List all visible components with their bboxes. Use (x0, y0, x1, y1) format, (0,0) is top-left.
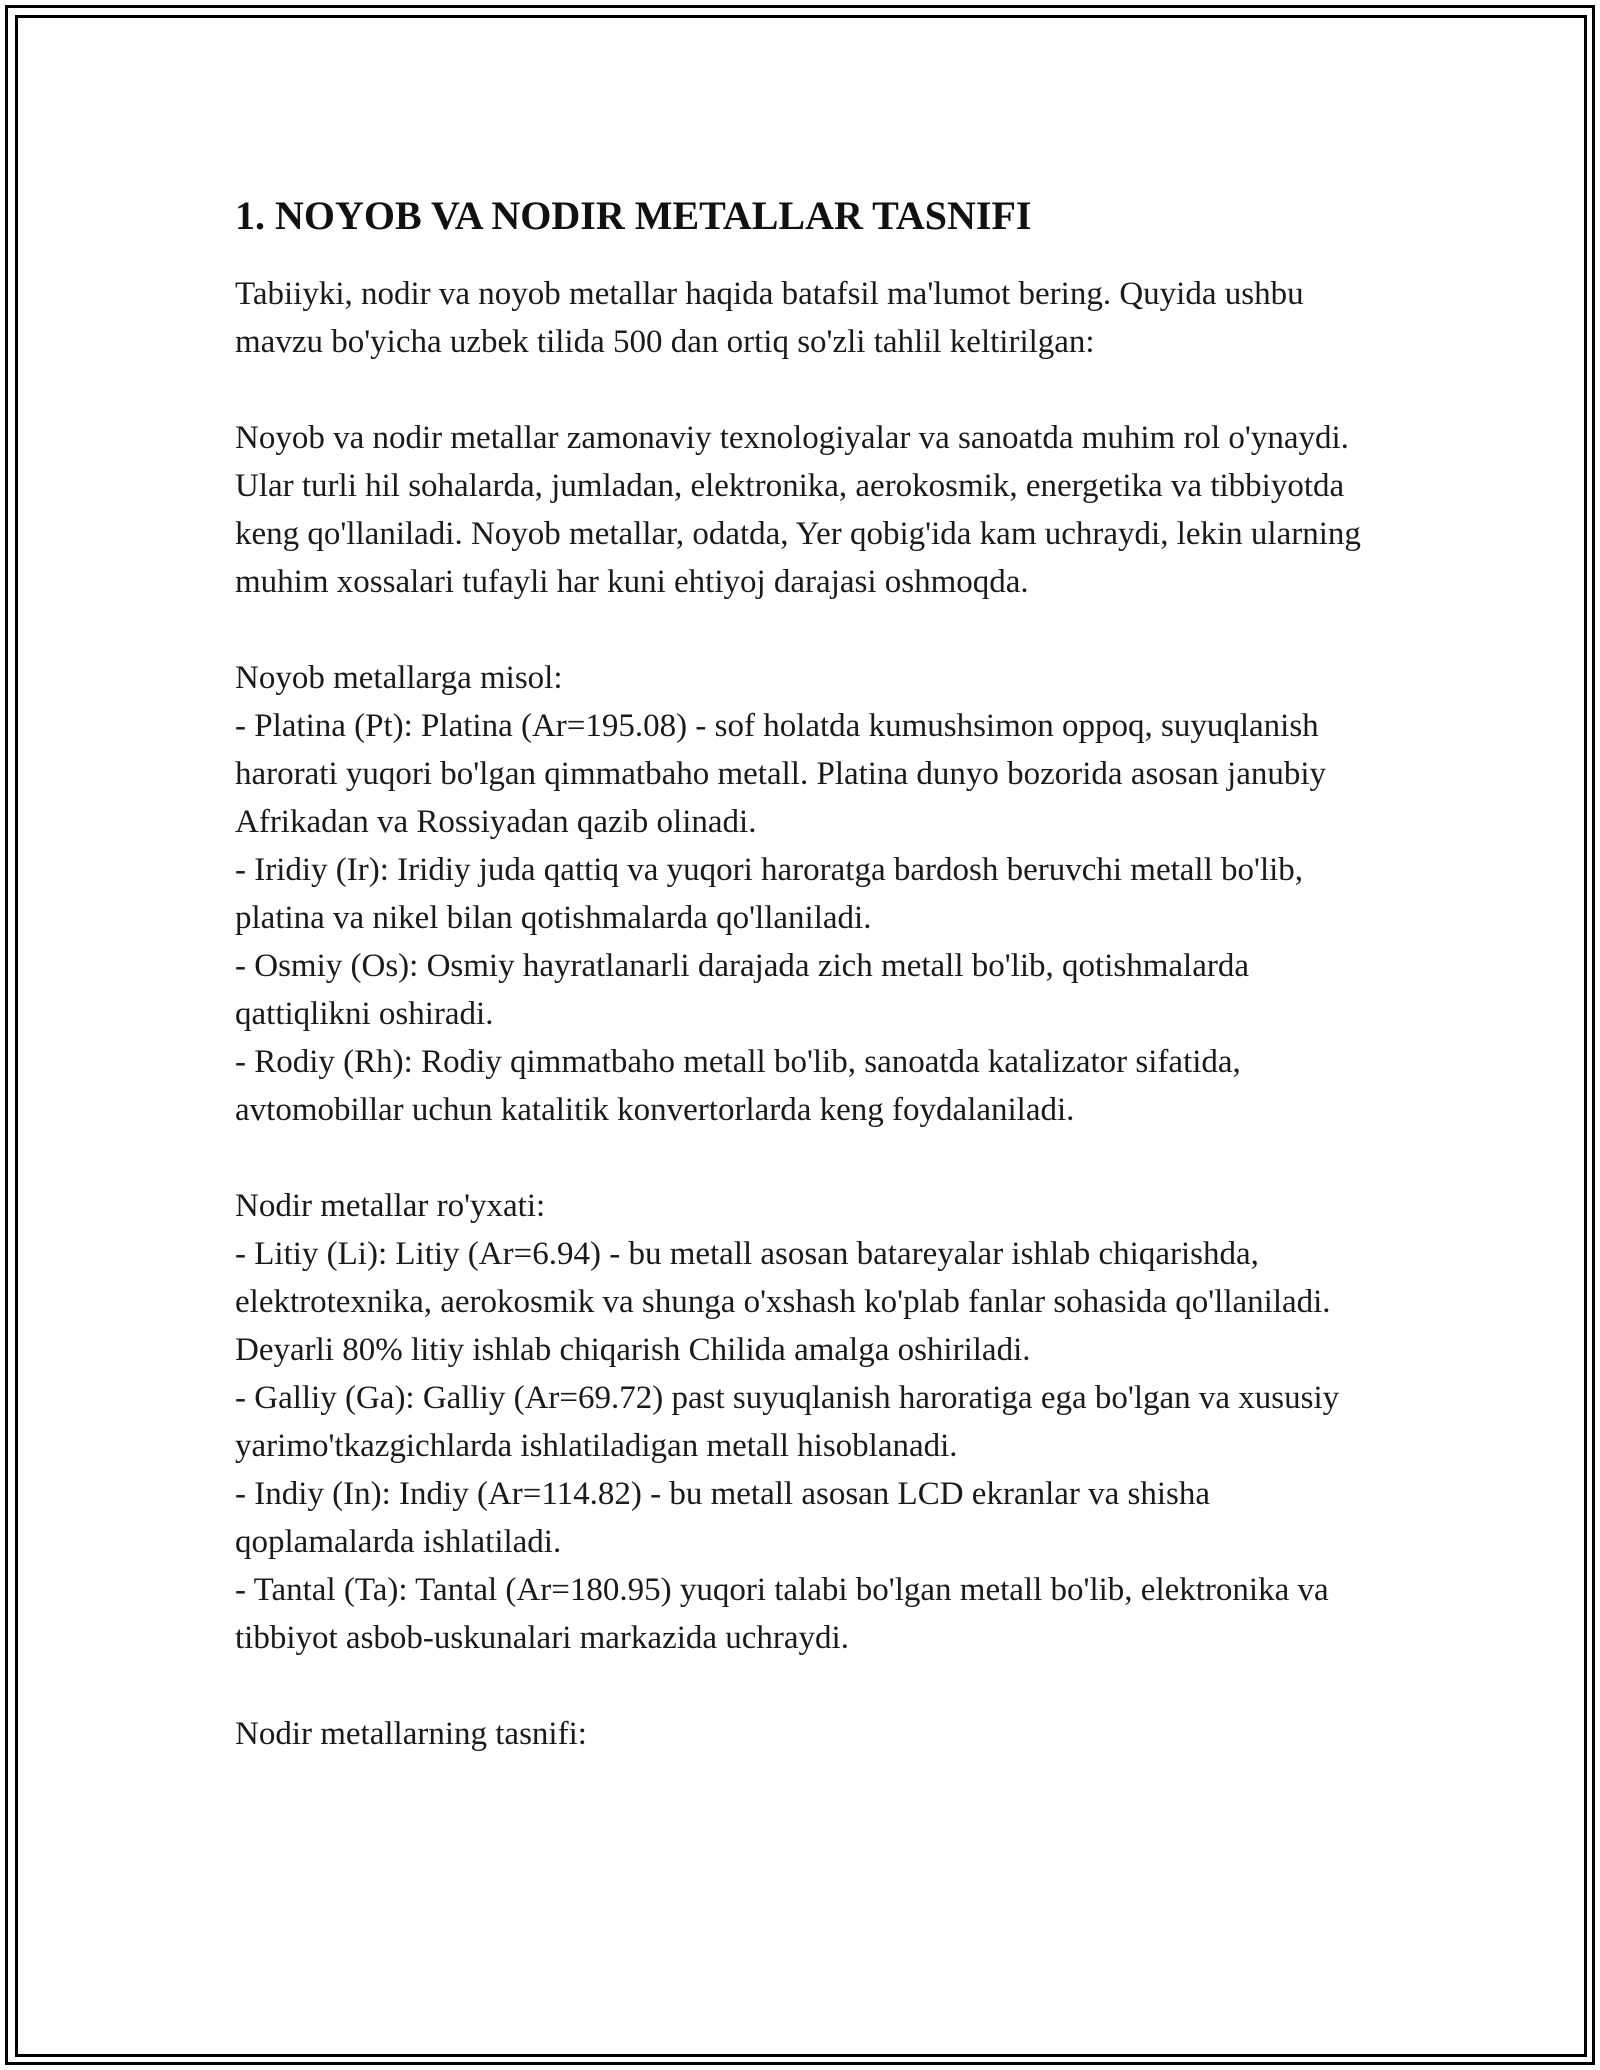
list-item: - Indiy (In): Indiy (Ar=114.82) - bu metall asosan LCD ekranlar va shisha qoplamalarda ishlatiladi. (235, 1476, 1211, 1560)
list-item: - Iridiy (Ir): Iridiy juda qattiq va yuqori haroratga bardosh beruvchi metall bo'lib, platina va nikel bilan qotishmalarda qo'llaniladi. (235, 852, 1304, 936)
intro-paragraph: Tabiiyki, nodir va noyob metallar haqida batafsil ma'lumot bering. Quyida ushbu mavzu bo'yicha uzbek tilida 500 dan ortiq so'zli tahlil keltirilgan: (235, 276, 1304, 360)
list-item: - Osmiy (Os): Osmiy hayratlanarli darajada zich metall bo'lib, qotishmalarda qattiqlikni oshiradi. (235, 948, 1249, 1032)
nodir-metals-section (235, 1182, 1385, 1662)
list-item: - Tantal (Ta): Tantal (Ar=180.95) yuqori talabi bo'lgan metall bo'lib, elektronika va tibbiyot asbob-uskunalari markazida uchraydi. (235, 1572, 1329, 1656)
list-item: - Galliy (Ga): Galliy (Ar=69.72) past suyuqlanish haroratiga ega bo'lgan va xususiy yarimo'tkazgichlarda ishlatiladigan metall hisoblanadi. (235, 1380, 1340, 1464)
document-page (235, 190, 1385, 1806)
document-title: 1. NOYOB VA NODIR METALLAR TASNIFI (235, 193, 1032, 238)
overview-paragraph: Noyob va nodir metallar zamonaviy texnologiyalar va sanoatda muhim rol o'ynaydi. Ular turli hil sohalarda, jumladan, elektronika, aerokosmik, energetika va tibbiyotda keng qo'llaniladi. Noyob metallar, odatda, Yer qobig'ida kam uchraydi, lekin ularning muhim xossalari tufayli har kuni ehtiyoj darajasi oshmoqda. (235, 420, 1361, 600)
list-item: - Rodiy (Rh): Rodiy qimmatbaho metall bo'lib, sanoatda katalizator sifatida, avtomobillar uchun katalitik konvertorlarda keng foydalaniladi. (235, 1044, 1241, 1128)
list-item: - Platina (Pt): Platina (Ar=195.08) - sof holatda kumushsimon oppoq, suyuqlanish harorati yuqori bo'lgan qimmatbaho metall. Platina dunyo bozorida asosan janubiy Afrikadan va Rossiyadan qazib olinadi. (235, 708, 1327, 840)
list-item: - Litiy (Li): Litiy (Ar=6.94) - bu metall asosan batareyalar ishlab chiqarishda, elektrotexnika, aerokosmik va shunga o'xshash ko'plab fanlar sohasida qo'llaniladi. Deyarli 80% litiy ishlab chiqarish Chilida amalga oshiriladi. (235, 1236, 1331, 1368)
closing-heading: Nodir metallarning tasnifi: (235, 1716, 587, 1752)
noyob-metals-section (235, 654, 1385, 1134)
nodir-section-heading: Nodir metallar ro'yxati: (235, 1188, 546, 1224)
noyob-section-heading: Noyob metallarga misol: (235, 660, 563, 696)
